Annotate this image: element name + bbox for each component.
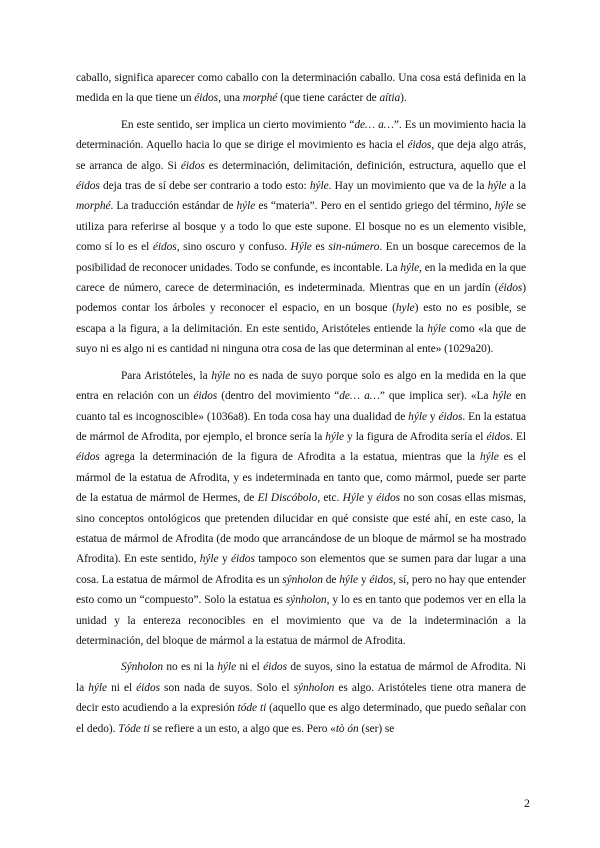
text-run: , que deja algo atrás, se arranca de algo. Si xyxy=(76,139,526,172)
text-run: . Hay un movimiento que va de la xyxy=(328,180,488,193)
italic-term: hýle xyxy=(199,553,219,566)
italic-term: hýle xyxy=(236,200,256,213)
text-run: en cuanto tal es incognoscible» (1036a8). En toda cosa hay una dualidad de xyxy=(76,390,526,423)
italic-term: hýle xyxy=(339,573,359,586)
text-run: ) esto no es posible, se escapa a la figura, a la delimitación. En este sentido, Aristóteles entiende la xyxy=(76,302,526,335)
italic-term: Tóde ti xyxy=(118,722,150,735)
italic-term: éidos xyxy=(231,553,255,566)
text-run: se refiere a un esto, a algo que es. Pero « xyxy=(149,722,336,735)
paragraph-1 xyxy=(76,68,526,109)
italic-term: éidos xyxy=(376,492,401,505)
text-run: no es ni la xyxy=(163,661,218,674)
italic-term: Sýnholon xyxy=(121,661,163,674)
text-run: es “materia”. Pero en el sentido griego del término, xyxy=(255,200,495,213)
italic-term: tóde ti xyxy=(237,702,267,715)
text-run: ” que implica ser). «La xyxy=(379,390,493,403)
text-run: (dentro del movimiento “ xyxy=(217,390,340,403)
italic-term: éidos xyxy=(76,180,100,193)
text-run: , sino oscuro y confuso. xyxy=(176,241,291,254)
text-run: no son cosas ellas mismas, sino conceptos ontológicos que pretenden dilucidar en qué consiste que esté ahí, en este caso, la estatua de mármol de Afrodita (de modo que arrancándose de un bloque de mármol se ha mostrado Afrodita). En este sentido, xyxy=(76,492,526,566)
italic-term: éidos xyxy=(76,451,100,464)
text-run: es determinación, delimitación, definición, estructura, aquello que el xyxy=(204,159,526,172)
italic-term: hýle xyxy=(494,200,514,213)
text-run: Para Aristóteles, la xyxy=(121,369,212,382)
text-run: ) podemos contar los árboles y reconocer el espacio, en un bosque ( xyxy=(76,282,526,315)
text-run: (aquello que es algo determinado, que puedo señalar con el dedo). xyxy=(76,702,526,735)
text-run: como «la que de suyo ni es algo ni es cantidad ni ninguna otra cosa de las que determinan al ente» (1029a20). xyxy=(76,322,527,356)
text-run: deja tras de sí debe ser contrario a todo esto: xyxy=(99,180,310,193)
text-run: de xyxy=(322,573,340,586)
paragraph-3 xyxy=(76,366,526,652)
italic-term: morphé xyxy=(76,200,111,213)
text-run: caballo, significa aparecer como caballo con la determinación caballo. Una cosa está definida en la medida en la que tiene un xyxy=(76,72,526,105)
italic-term: de… a… xyxy=(354,118,394,131)
text-run: . El xyxy=(510,430,526,443)
italic-term: éidos xyxy=(438,410,463,423)
text-run: y xyxy=(363,492,377,505)
italic-term: tò ón xyxy=(335,722,359,735)
italic-term: Hýle xyxy=(290,241,312,254)
italic-term: sin-número xyxy=(328,241,380,254)
italic-term: hýle xyxy=(325,430,345,443)
page-number: 2 xyxy=(524,796,530,810)
italic-term: hýle xyxy=(309,180,329,193)
italic-term: sýnholon xyxy=(285,594,327,607)
italic-term: éidos xyxy=(152,241,177,254)
italic-term: hýle xyxy=(400,261,420,274)
italic-term: hýle xyxy=(492,390,512,403)
text-run: es algo. Aristóteles tiene otra manera de decir esto acudiendo a la expresión xyxy=(76,681,526,715)
text-run: es el mármol de la estatua de Afrodita, y es indeterminada en tanto que, como mármol, puede ser parte de la estatua de mármol de Hermes, de xyxy=(76,451,526,505)
text-run: es xyxy=(311,241,329,254)
paragraph-2 xyxy=(76,115,526,360)
text-run: son nada de suyos. Solo el xyxy=(159,681,294,694)
italic-term: aítia xyxy=(379,92,401,105)
text-run: y xyxy=(426,410,439,423)
italic-term: éidos xyxy=(263,661,287,674)
italic-term: éidos xyxy=(486,430,511,443)
text-run: agrega la determinación de la figura de Afrodita a la estatua, mientras que la xyxy=(99,451,480,464)
italic-term: éidos xyxy=(407,139,432,152)
paragraph-4 xyxy=(76,657,526,739)
text-run: ni el xyxy=(236,661,264,674)
text-run: y xyxy=(358,573,370,586)
text-run: a la xyxy=(506,180,526,193)
italic-term: hýle xyxy=(88,681,107,694)
text-run: . La traducción estándar de xyxy=(110,200,237,213)
italic-term: hýle xyxy=(487,180,507,193)
italic-term: hýle xyxy=(211,369,231,382)
text-run: , sí, pero no hay que entender esto como un “compuesto”. Solo la estatua es xyxy=(76,573,527,607)
italic-term: morphé xyxy=(242,92,278,105)
text-run: , una xyxy=(218,92,243,105)
italic-term: sýnholon xyxy=(293,681,335,694)
text-run: ni el xyxy=(107,681,137,694)
text-run: no es nada de suyo porque solo es algo en la medida en la que entra en relación con un xyxy=(76,369,526,403)
text-run: ”. Es un movimiento hacia la determinación. Aquello hacia lo que se dirige el movimiento es hacia el xyxy=(76,118,526,152)
italic-term: éidos xyxy=(180,159,205,172)
italic-term: Hýle xyxy=(342,492,364,505)
italic-term: éidos xyxy=(194,92,219,105)
italic-term: hýle xyxy=(427,322,446,335)
text-run: , etc. xyxy=(317,492,343,505)
italic-term: éidos xyxy=(498,282,523,295)
text-run: (que tiene carácter de xyxy=(277,92,380,105)
italic-term: hýle xyxy=(408,410,427,423)
text-run: ). xyxy=(400,92,407,105)
italic-term: sýnholon xyxy=(282,573,323,586)
text-run: . En un bosque carecemos de la posibilidad de reconocer unidades. Todo se confunde, es incontable. La xyxy=(76,241,526,274)
text-run: , y lo es en tanto que podemos ver en ella la unidad y la entereza reconocibles en el movimiento que va de la indeterminación a la determinación, del bloque de mármol a la estatua de mármol de Afrodita. xyxy=(76,594,526,647)
text-run: se utiliza para referirse al bosque y a todo lo que este supone. El bosque no es un elemento visible, como sí lo es el xyxy=(76,200,527,254)
italic-term: éidos xyxy=(136,681,160,694)
italic-term: El Discóbolo xyxy=(257,492,318,505)
text-run: y la figura de Afrodita sería el xyxy=(344,430,487,443)
text-run: , en la medida en la que carece de número, carece de determinación, es indeterminada. Mientras que en un jardín ( xyxy=(76,261,526,295)
text-run: (ser) se xyxy=(358,722,395,735)
text-run: y xyxy=(218,553,232,566)
italic-term: hyle xyxy=(395,302,415,315)
text-run: de suyos, sino la estatua de mármol de Afrodita. Ni la xyxy=(76,661,527,694)
italic-term: de… a… xyxy=(339,390,380,403)
text-run: . En la estatua de mármol de Afrodita, por ejemplo, el bronce sería la xyxy=(76,410,526,443)
body-text xyxy=(76,68,526,739)
text-run: En este sentido, ser implica un cierto movimiento “ xyxy=(121,118,355,131)
italic-term: hýle xyxy=(479,451,499,464)
italic-term: éidos xyxy=(369,573,394,586)
text-run: tampoco son elementos que se sumen para dar lugar a una cosa. La estatua de mármol de Afrodita es un xyxy=(76,553,526,586)
italic-term: hýle xyxy=(217,661,237,674)
italic-term: éidos xyxy=(193,390,218,403)
